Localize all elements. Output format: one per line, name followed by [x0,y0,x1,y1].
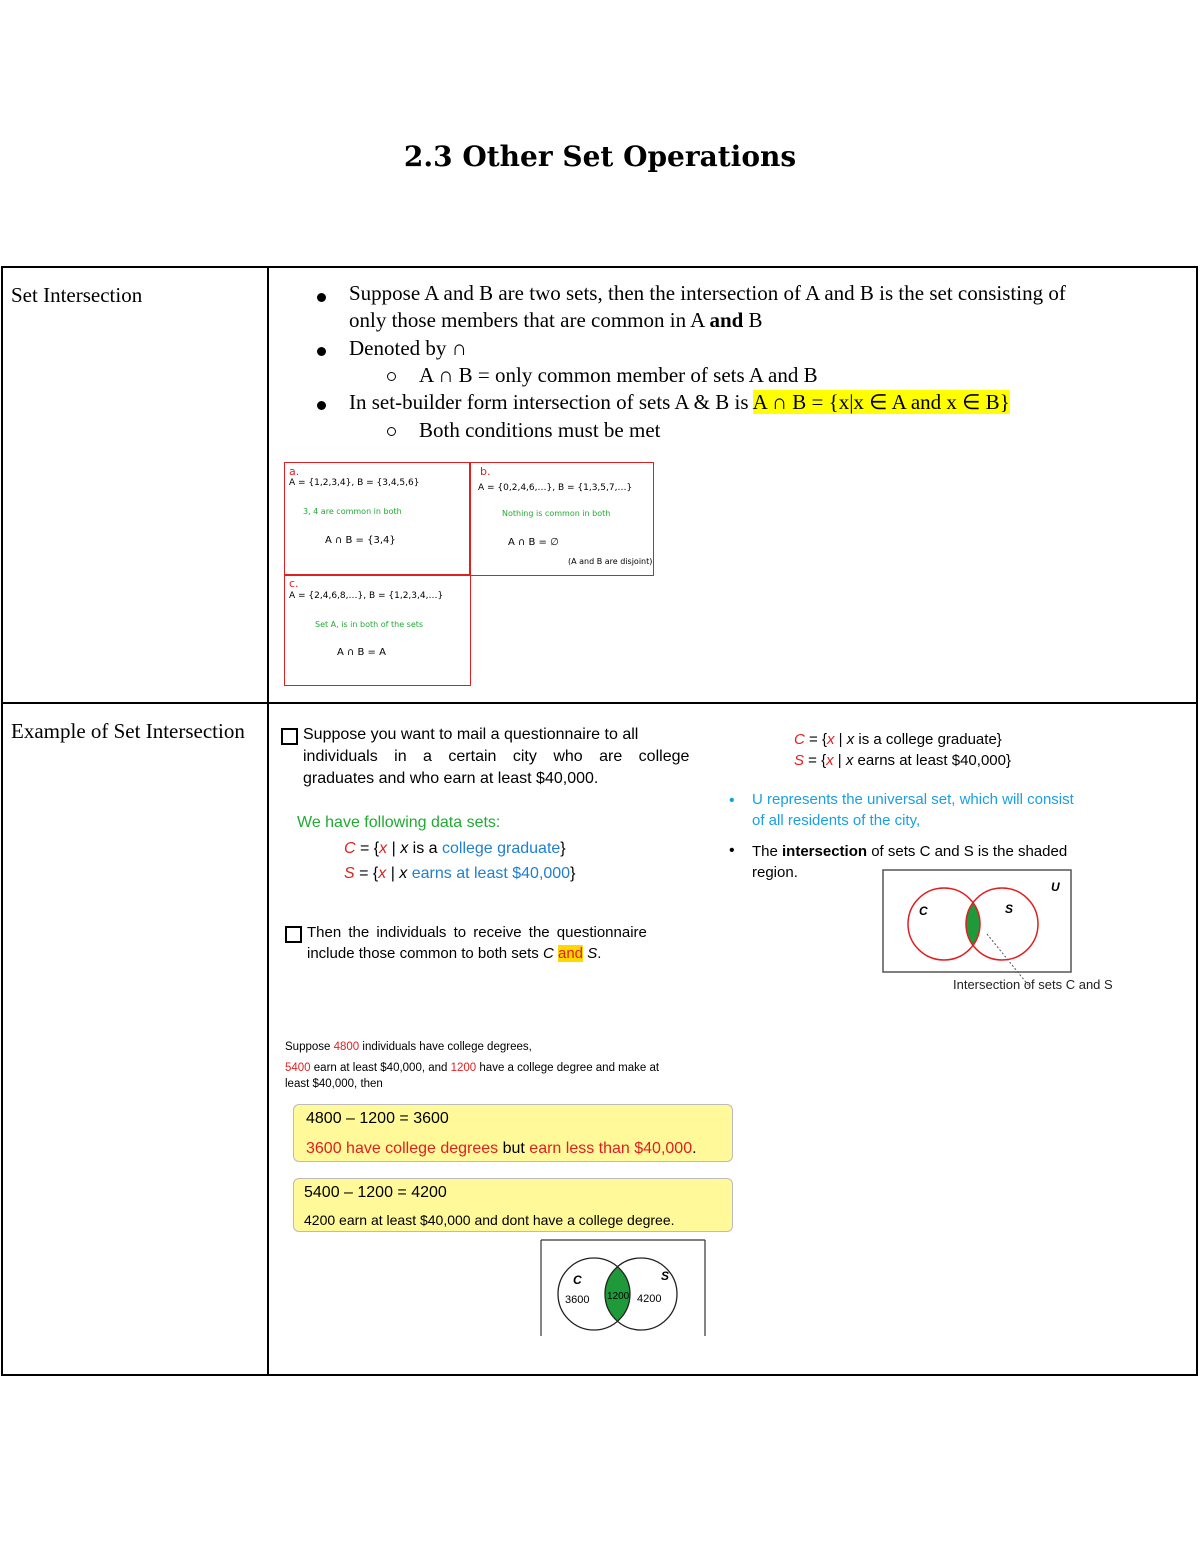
content-table [1,266,1198,1376]
bullet-icon [317,293,326,302]
row-label: Set Intersection [2,267,268,703]
venn-value-intersection: 1200 [607,1291,630,1302]
example-c-box: c. A = {2,4,6,8,…}, B = {1,2,3,4,…} Set A, is in both of the sets A ∩ B = A [284,574,471,686]
question-paragraph: Suppose you want to mail a questionnaire to all individuals in a certain city who are college graduates and who earn at least $40,000. [303,726,690,787]
example-a-box: a. A = {1,2,3,4}, B = {3,4,5,6} 3, 4 are common in both A ∩ B = {3,4} [284,462,471,576]
bullet-text: In set-builder form intersection of sets A & B is A ∩ B = {x|x ∈ A and x ∈ B} [349,390,1010,414]
counts-paragraph: Suppose 4800 individuals have college degrees, 5400 earn at least $40,000, and 1200 have a college degree and make at least $40,000, then [285,1041,660,1090]
row-content [268,267,1197,703]
set-s-line: S = {x | x earns at least $40,000} [794,752,1011,769]
table-row [2,267,1197,703]
set-s-definition: S = {x | x earns at least $40,000} [344,865,576,882]
data-heading: We have following data sets: [297,814,501,831]
sub-bullet-icon [387,427,396,436]
checkbox-icon [285,926,302,943]
calculation-box-2: 5400 – 1200 = 4200 4200 earn at least $40,000 and dont have a college degree. [293,1178,733,1232]
bullet-icon [317,347,326,356]
intersection-text: The intersection of sets C and S is the shaded region. [752,843,1068,881]
sub-bullet-text: A ∩ B = only common member of sets A and B [419,363,818,387]
bullet-text: Denoted by ∩ [349,336,467,360]
venn-value-c-only: 3600 [565,1294,590,1306]
highlighted-formula: A ∩ B = {x|x ∈ A and x ∈ B} [752,390,1010,414]
venn-diagram-counts [539,1238,709,1338]
universal-set-text: U represents the universal set, which will consist of all residents of the city, [752,791,1074,829]
venn-label-s: S [661,1269,670,1283]
table-row [2,703,1197,1375]
bullet-icon [317,401,326,410]
venn-label-c: C [919,904,928,918]
venn-caption: Intersection of sets C and S [953,977,1113,992]
sub-bullet-icon [387,372,396,381]
sub-bullet-text: Both conditions must be met [419,418,661,442]
row-label: Example of Set Intersection [2,703,268,1375]
example-b-box: b. A = {0,2,4,6,…}, B = {1,3,5,7,…} Nothing is common in both A ∩ B = ∅ (A and B are disjoint) [469,462,654,576]
checkbox-icon [281,728,298,745]
venn-label-u: U [1051,880,1060,894]
calculation-box-1: 4800 – 1200 = 3600 3600 have college degrees but earn less than $40,000. [293,1104,733,1162]
bullet-icon: • [729,792,735,809]
row-content [268,703,1197,1375]
venn-label-s: S [1005,902,1014,916]
venn-diagram [879,868,1099,994]
conclusion-paragraph: Then the individuals to receive the questionnaire include those common to both sets C and S. [307,924,647,962]
set-c-definition: C = {x | x is a college graduate} [344,840,566,857]
bullet-icon: • [729,842,735,859]
venn-value-s-only: 4200 [637,1293,662,1305]
page-title: 2.3 Other Set Operations [403,140,797,173]
venn-label-c: C [573,1273,582,1287]
bullet-text: Suppose A and B are two sets, then the intersection of A and B is the set consisting of only those members that are common in A and B [349,281,1066,332]
set-c-line: C = {x | x is a college graduate} [794,731,1002,748]
